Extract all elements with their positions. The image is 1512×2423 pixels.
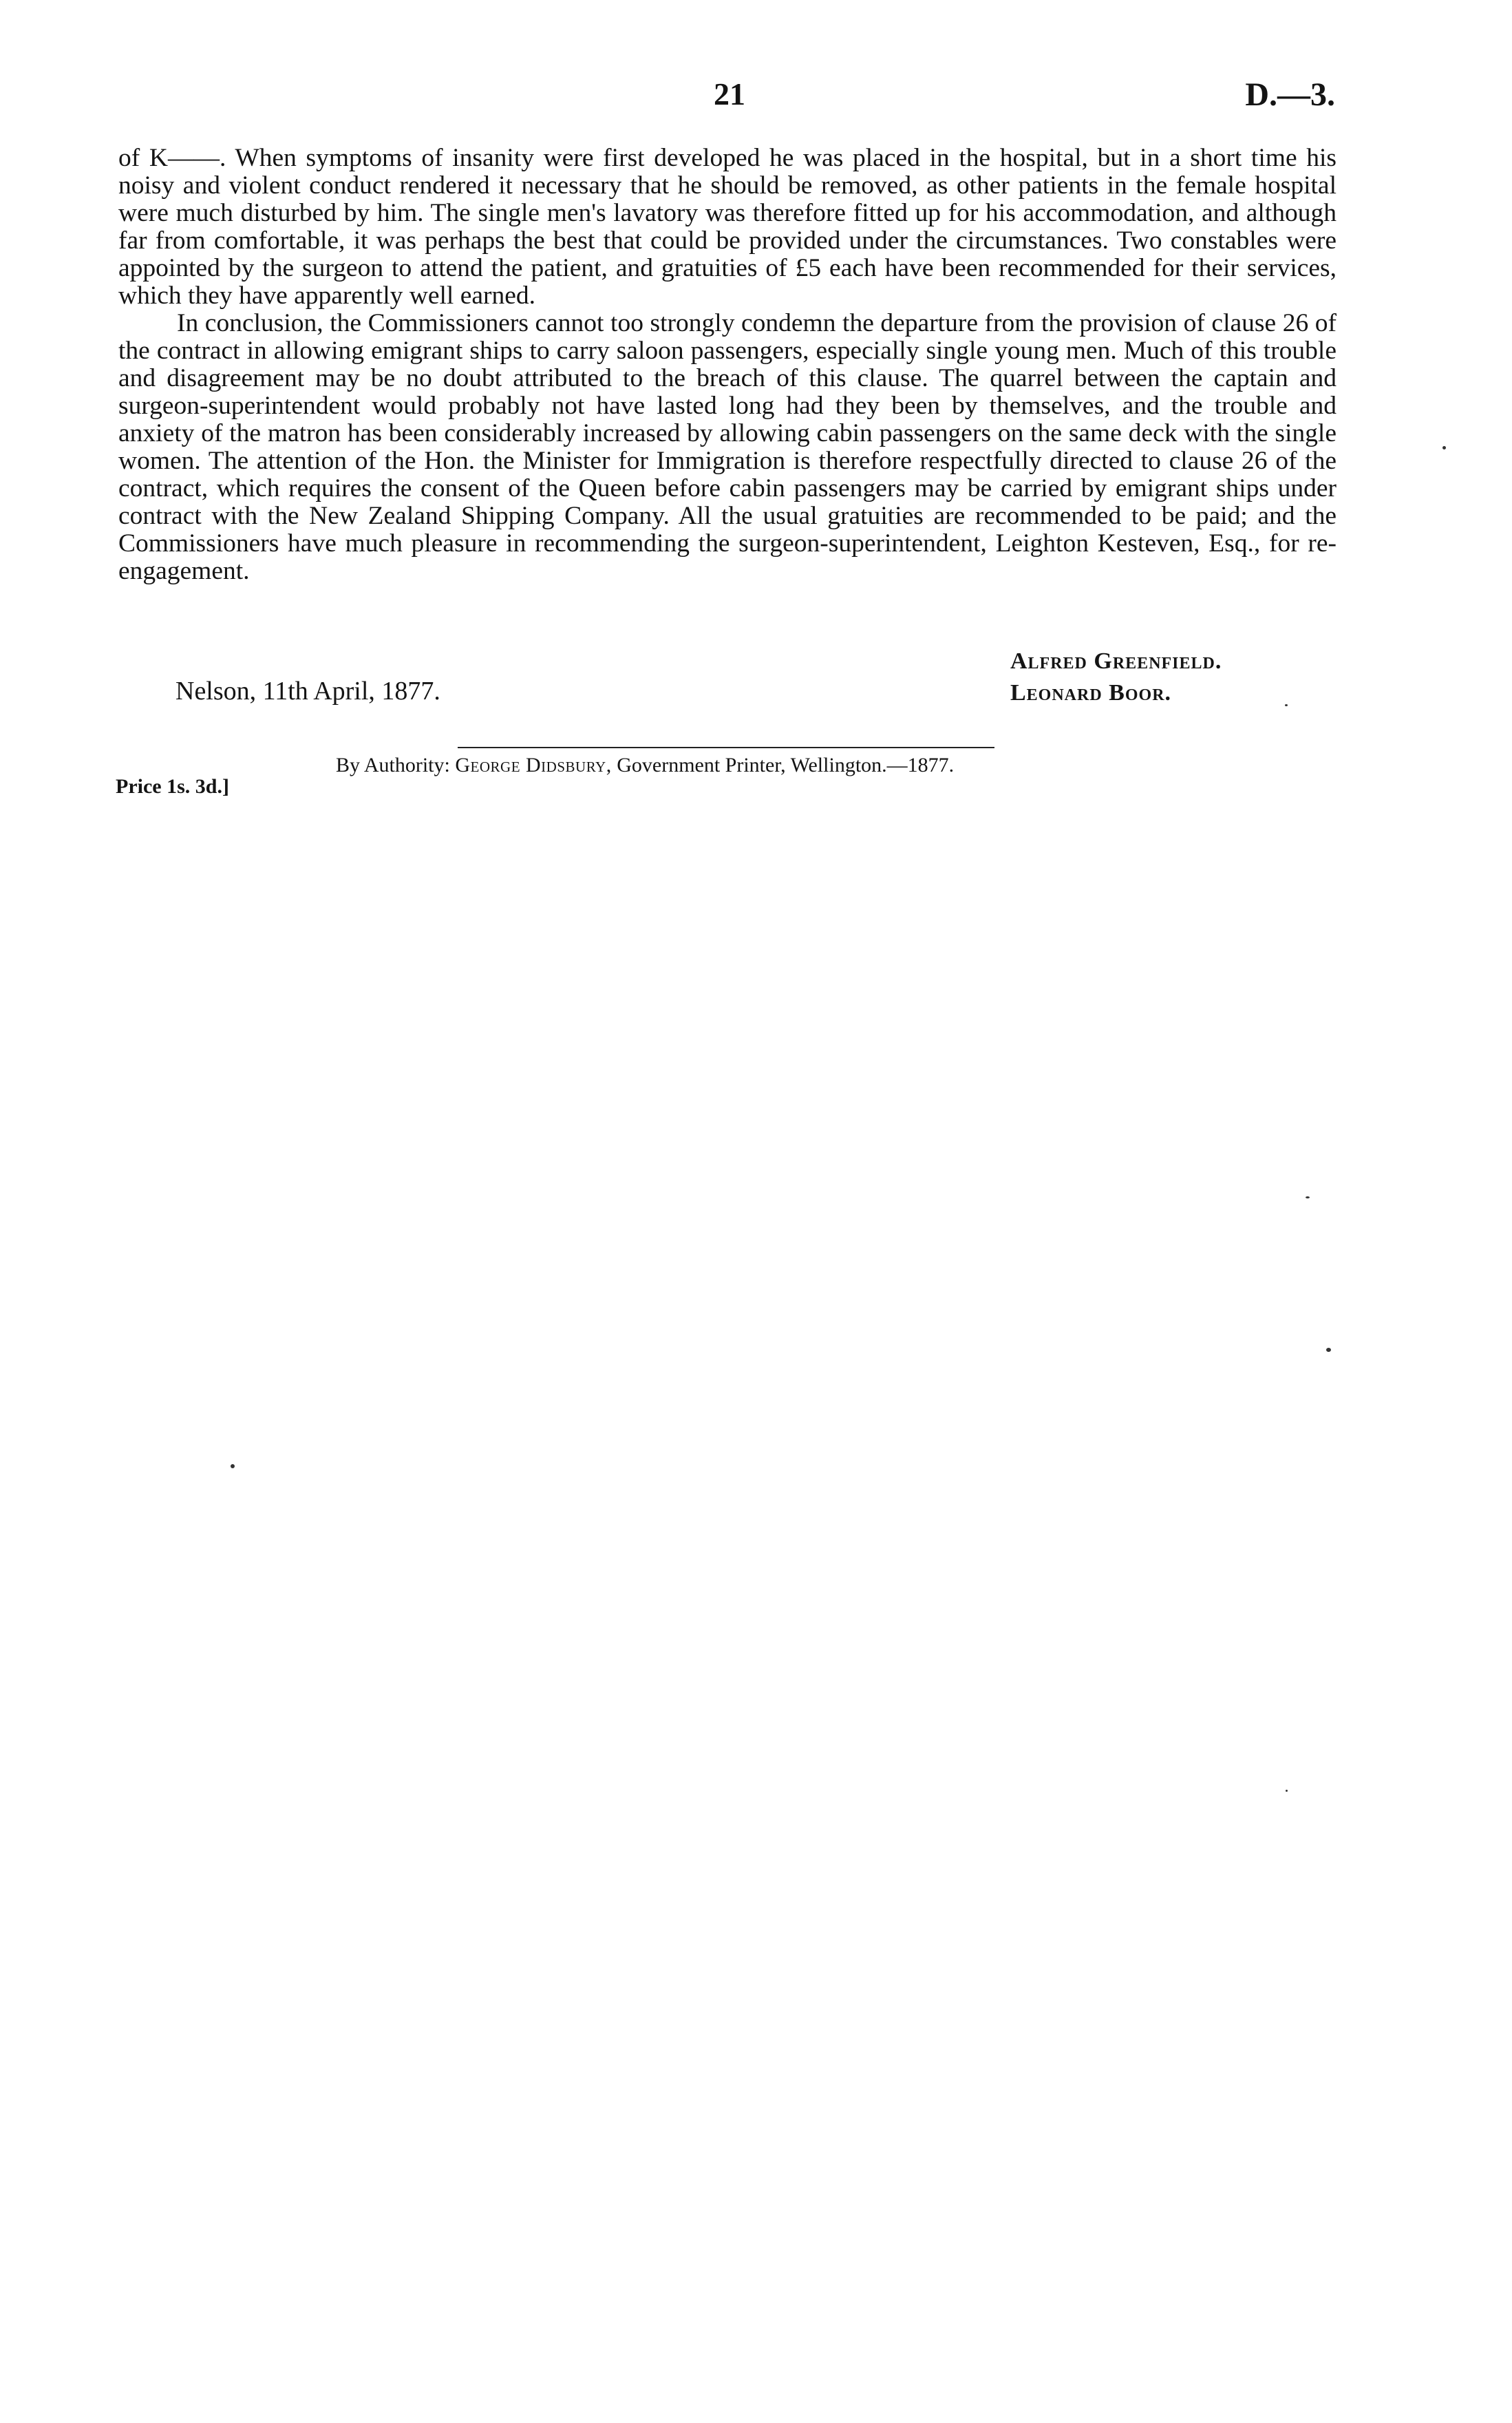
footer-rule xyxy=(458,747,994,748)
scan-speck xyxy=(1326,1348,1331,1352)
scan-speck xyxy=(1306,1196,1310,1198)
printer-imprint xyxy=(336,752,1231,779)
imprint-prefix: By Authority: xyxy=(336,754,450,776)
scan-speck xyxy=(1442,446,1446,449)
place-date: Nelson, 11th April, 1877. xyxy=(175,677,440,706)
document-reference: D.—3. xyxy=(1245,76,1335,113)
scan-speck xyxy=(1285,704,1288,706)
signatory-greenfield: Alfred Greenfield. xyxy=(1010,648,1222,674)
body-text xyxy=(118,145,1337,585)
page-number: 21 xyxy=(714,76,745,112)
printer-name: George Didsbury, xyxy=(455,754,612,776)
paragraph-continuation: of K——. When symptoms of insanity were first developed he was placed in the hospital, but in a short time his noisy and violent conduct rendered it necessary that he should be removed, as other patients in the female hospital were much disturbed by him. The single men's lavatory was therefore fitted up for his accommodation, and although far from comfortable, it was perhaps the best that could be provided under the circumstances. Two constables were appointed by the surgeon to attend the patient, and gratuities of £5 each have been recommended for their services, which they have apparently well earned. xyxy=(118,144,1337,310)
signatory-boor: Leonard Boor. xyxy=(1010,680,1172,706)
scan-speck xyxy=(1286,1790,1288,1792)
scan-speck xyxy=(231,1464,235,1468)
signatories xyxy=(1010,646,1368,709)
paragraph-conclusion: In conclusion, the Commissioners cannot too strongly condemn the departure from the provision of clause 26 of the contract in allowing emigrant ships to carry saloon passengers, especially single young men. Much of this trouble and disagreement may be no doubt attributed to the breach of this clause. The quarrel between the captain and surgeon-superintendent would probably not have lasted long had they been by themselves, and the trouble and anxiety of the matron has been considerably increased by allowing cabin passengers on the same deck with the single women. The attention of the Hon. the Minister for Immigration is therefore respectfully directed to clause 26 of the contract, which requires the consent of the Queen before cabin passengers may be carried by emigrant ships under contract with the New Zealand Shipping Company. All the usual gratuities are recommended to be paid; and the Commissioners have much pleasure in recommending the surgeon-superintendent, Leighton Kesteven, Esq., for re-engagement. xyxy=(118,309,1337,585)
price: Price 1s. 3d.] xyxy=(116,775,229,798)
imprint-suffix: Government Printer, Wellington.—1877. xyxy=(617,754,955,776)
